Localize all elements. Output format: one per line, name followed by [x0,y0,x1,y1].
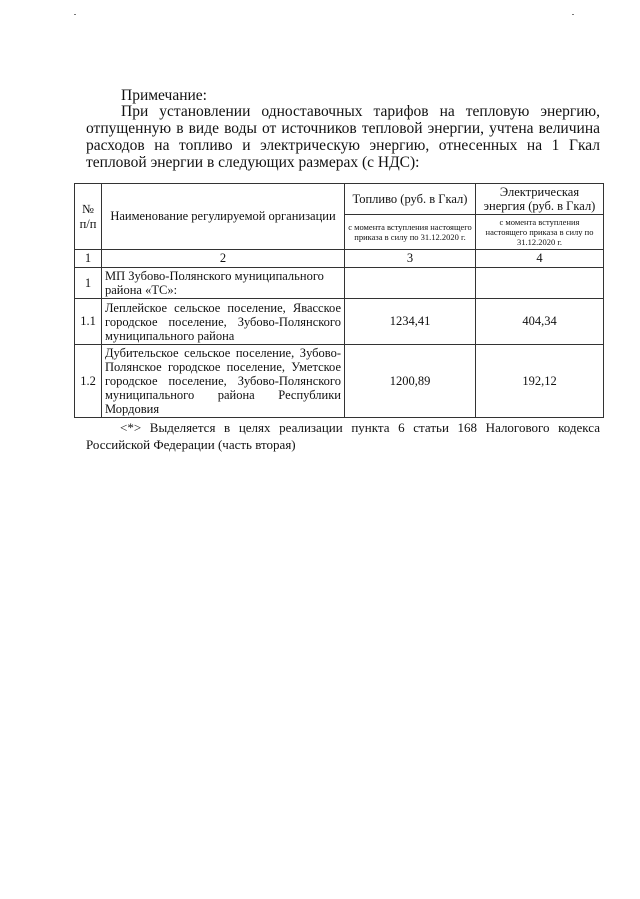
footnote: <*> Выделяется в целях реализации пункта 6 статьи 168 Налогового кодекса Российской Федерации (часть вторая) [86,420,600,452]
scan-speck [74,14,76,15]
header-fuel-sub: с момента вступления настоящего приказа в силу по 31.12.2020 г. [345,215,476,250]
row-energy: 192,12 [476,345,604,418]
row-org: Дубительское сельское поселение, Зубово-Полянское городское поселение, Уметское городское поселение, Зубово-Полянского муниципального района Республики Мордовия [102,345,345,418]
header-fuel: Топливо (руб. в Гкал) [345,184,476,215]
row-org: Леплейское сельское поселение, Явасское городское поселение, Зубово-Полянского муниципального района [102,299,345,345]
row-energy [476,268,604,299]
row-fuel: 1200,89 [345,345,476,418]
row-energy: 404,34 [476,299,604,345]
row-org: МП Зубово-Полянского муниципального района «ТС»: [102,268,345,299]
scan-speck [572,14,574,15]
note-paragraph: При установлении одноставочных тарифов на тепловую энергию, отпущенную в виде воды от источников тепловой энергии, учтена величина расходов на топливо и электрическую энергию, отнесенных на 1 Гкал тепловой энергии в следующих размерах (с НДС): [86,103,600,171]
col-number: 2 [102,250,345,268]
row-fuel [345,268,476,299]
col-number: 4 [476,250,604,268]
row-fuel: 1234,41 [345,299,476,345]
header-num: № п/п [75,184,102,250]
row-num: 1 [75,268,102,299]
col-number: 1 [75,250,102,268]
note-title: Примечание: [121,87,207,104]
header-energy-sub: с момента вступления настоящего приказа в силу по 31.12.2020 г. [476,215,604,250]
row-num: 1.2 [75,345,102,418]
col-number: 3 [345,250,476,268]
header-energy: Электрическая энергия (руб. в Гкал) [476,184,604,215]
row-num: 1.1 [75,299,102,345]
header-org: Наименование регулируемой организации [102,184,345,250]
tariff-table [74,183,604,418]
